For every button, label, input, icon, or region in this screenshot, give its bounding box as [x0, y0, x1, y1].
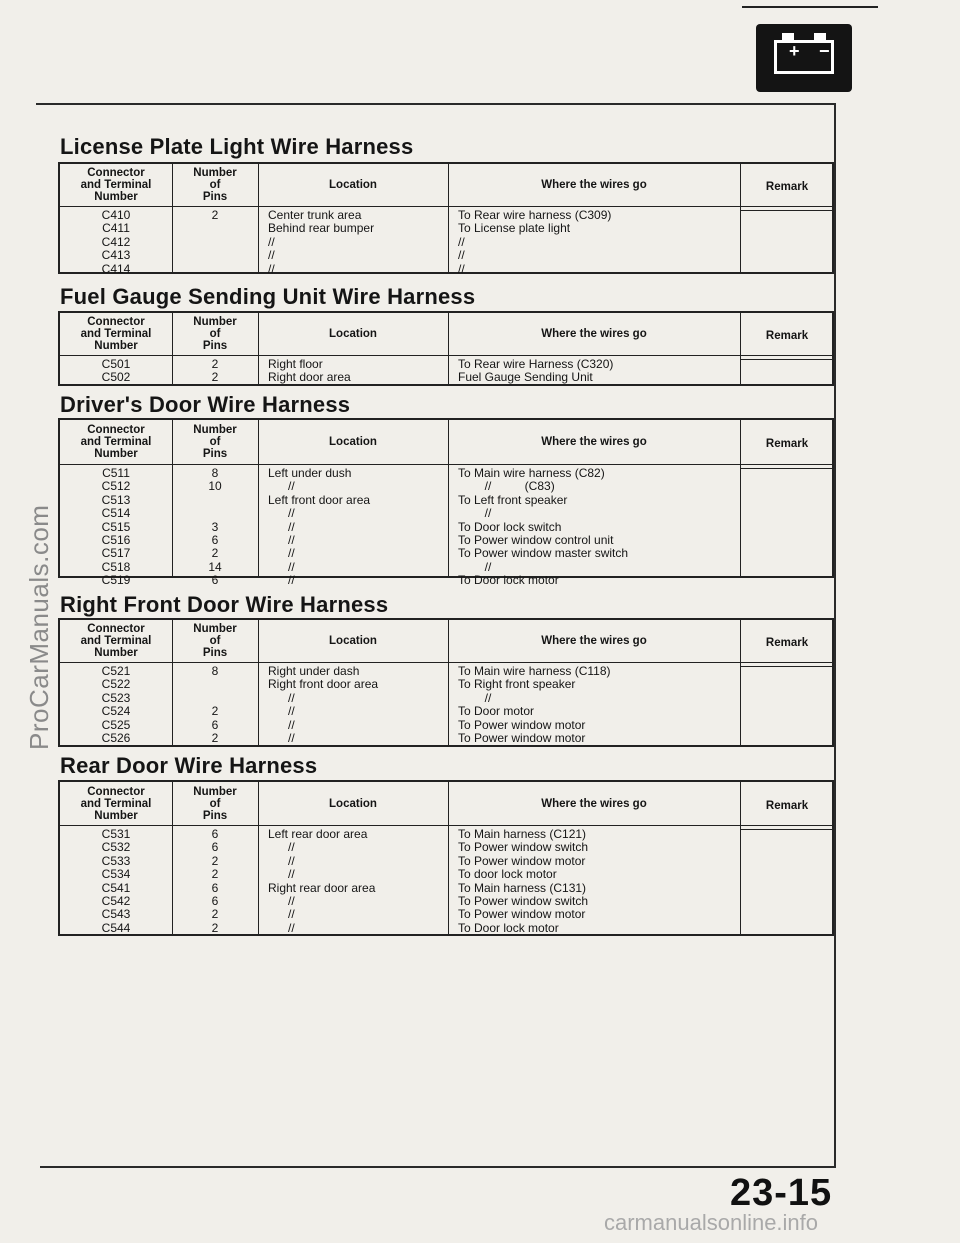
location-cell: // — [268, 234, 275, 249]
where-cell: To Door lock motor — [458, 920, 559, 935]
where-cell: To Power window switch — [458, 840, 589, 855]
header-where: Where the wires go — [541, 635, 647, 647]
where-cell: To Main wire harness (C118) — [458, 664, 611, 678]
connector-cell: C411 — [102, 221, 130, 236]
connector-cell: C521 — [101, 664, 131, 678]
harness-table — [58, 618, 834, 747]
connector-cell: C533 — [101, 853, 131, 868]
header-pins: Number of Pins — [193, 424, 237, 460]
header-remark: Remark — [765, 438, 809, 450]
connector-cell: C543 — [101, 907, 131, 922]
connector-cell: C534 — [101, 867, 131, 882]
location-cell: // — [268, 704, 295, 719]
header-remark: Remark — [765, 799, 809, 812]
location-cell: Right rear door area — [268, 880, 376, 895]
connector-cell: C526 — [101, 731, 131, 745]
location-cell: Right floor — [268, 357, 323, 371]
page-number: 23-15 — [730, 1172, 833, 1214]
where-cell: To Left front speaker — [458, 492, 568, 507]
pins-cell: 6 — [211, 827, 219, 841]
connector-cell: C532 — [101, 840, 131, 855]
where-cell: To Rear wire harness (C309) — [458, 208, 612, 222]
header-remark: Remark — [765, 330, 809, 342]
location-cell: Right door area — [268, 370, 351, 385]
connector-cell: C516 — [101, 533, 131, 547]
where-cell: To Main harness (C131) — [458, 880, 587, 895]
header-connector: Connector and Terminal Number — [80, 785, 152, 822]
header-where: Where the wires go — [541, 179, 647, 191]
table-header — [60, 313, 832, 356]
pins-cell: 6 — [211, 533, 219, 547]
where-cell: To Power window motor — [458, 717, 586, 732]
table-header — [60, 620, 832, 663]
remark-cell — [740, 666, 832, 745]
connector-cell: C542 — [101, 894, 131, 908]
connector-cell: C515 — [101, 519, 131, 534]
pins-cell: 2 — [211, 920, 219, 935]
harness-table — [58, 780, 834, 936]
connector-cell: C501 — [101, 357, 131, 371]
location-cell: // — [268, 519, 295, 534]
pins-cell: 2 — [211, 731, 219, 745]
where-cell: To Main harness (C121) — [458, 827, 587, 841]
header-remark: Remark — [765, 637, 809, 649]
connector-cell: C525 — [101, 717, 131, 732]
where-cell: // — [458, 559, 492, 574]
section-title: Right Front Door Wire Harness — [60, 592, 389, 617]
table-header — [60, 420, 832, 465]
where-cell: Fuel Gauge Sending Unit — [458, 370, 593, 385]
connector-cell: C517 — [101, 546, 131, 561]
where-cell: To Power window switch — [458, 894, 589, 908]
location-cell: Left rear door area — [268, 827, 368, 841]
location-cell: // — [268, 690, 295, 705]
section-title: Driver's Door Wire Harness — [60, 392, 351, 417]
pins-cell: 14 — [208, 559, 222, 574]
where-cell: To Rear wire Harness (C320) — [458, 357, 614, 371]
header-connector: Connector and Terminal Number — [80, 316, 152, 352]
where-cell: To Door motor — [458, 704, 535, 719]
header-location: Location — [329, 328, 377, 340]
where-cell: // — [458, 234, 465, 249]
section-title: Rear Door Wire Harness — [60, 753, 318, 778]
harness-table — [58, 162, 834, 274]
location-cell: // — [268, 506, 295, 521]
pins-cell: 2 — [211, 704, 219, 719]
location-cell: Behind rear bumper — [268, 221, 375, 236]
where-cell: // (C83) — [458, 479, 555, 494]
pins-cell: 3 — [211, 519, 219, 534]
location-cell: // — [268, 248, 275, 263]
location-cell: Left front door area — [268, 492, 371, 507]
bottom-watermark: carmanualsonline.info — [604, 1210, 819, 1235]
connector-cell: C512 — [101, 479, 131, 494]
section-title: Fuel Gauge Sending Unit Wire Harness — [60, 284, 476, 309]
remark-cell — [740, 210, 832, 272]
frame-bottom-rule — [40, 1166, 836, 1168]
header-where: Where the wires go — [541, 436, 647, 448]
location-cell: Right front door area — [268, 677, 379, 692]
remark-cell — [740, 829, 832, 934]
harness-table — [58, 311, 834, 386]
where-cell: To Power window motor — [458, 731, 586, 745]
location-cell: // — [268, 573, 295, 588]
where-cell: // — [458, 261, 465, 276]
pins-cell: 2 — [211, 867, 219, 882]
location-cell: // — [268, 853, 295, 868]
connector-cell: C414 — [101, 261, 131, 276]
pins-cell: 2 — [211, 357, 219, 371]
location-cell: // — [268, 840, 295, 855]
header-location: Location — [329, 635, 377, 647]
header-location: Location — [329, 179, 377, 191]
pins-cell: 2 — [211, 546, 219, 561]
header-where: Where the wires go — [541, 797, 647, 810]
location-cell: // — [268, 894, 295, 908]
pins-cell: 6 — [211, 840, 219, 855]
connector-cell: C544 — [101, 920, 131, 935]
connector-cell: C412 — [101, 234, 131, 249]
connector-cell: C502 — [101, 370, 131, 385]
where-cell: To Main wire harness (C82) — [458, 466, 605, 480]
location-cell: // — [268, 479, 295, 494]
connector-cell: C524 — [101, 704, 131, 719]
header-location: Location — [329, 797, 377, 810]
remark-cell — [740, 359, 832, 384]
where-cell: // — [458, 506, 492, 521]
where-cell: To door lock motor — [458, 867, 557, 882]
pins-cell: 8 — [211, 466, 219, 480]
pins-cell: 6 — [211, 894, 219, 908]
connector-cell: C531 — [101, 827, 131, 841]
where-cell: To Power window motor — [458, 907, 586, 922]
connector-cell: C413 — [101, 248, 131, 263]
connector-cell: C522 — [101, 677, 131, 692]
header-pins: Number of Pins — [193, 623, 237, 659]
frame-right-rule — [834, 103, 836, 1168]
header-location: Location — [329, 436, 377, 448]
location-cell: // — [268, 907, 295, 922]
pins-cell: 6 — [211, 573, 219, 588]
table-header — [60, 782, 832, 826]
header-connector: Connector and Terminal Number — [80, 424, 152, 460]
header-where: Where the wires go — [541, 328, 647, 340]
harness-table — [58, 418, 834, 588]
location-cell: // — [268, 533, 295, 547]
pins-cell: 2 — [211, 370, 219, 385]
frame-top-rule — [36, 103, 836, 105]
connector-cell: C541 — [101, 880, 131, 895]
connector-cell: C523 — [101, 690, 131, 705]
top-rule — [742, 6, 878, 8]
where-cell: To Power window control unit — [458, 533, 614, 547]
pins-cell: 2 — [211, 853, 219, 868]
location-cell: // — [268, 559, 295, 574]
where-cell: To License plate light — [458, 221, 571, 236]
connector-cell: C511 — [102, 466, 130, 480]
where-cell: To Power window motor — [458, 853, 586, 868]
location-cell: Right under dash — [268, 664, 360, 678]
connector-cell: C519 — [101, 573, 131, 588]
location-cell: // — [268, 731, 295, 745]
header-pins: Number of Pins — [193, 785, 237, 822]
location-cell: // — [268, 546, 295, 561]
header-remark: Remark — [765, 181, 809, 193]
connector-cell: C514 — [101, 506, 131, 521]
battery-icon: + − — [756, 24, 852, 92]
pins-cell: 2 — [211, 208, 219, 222]
pins-cell: 6 — [211, 717, 219, 732]
location-cell: // — [268, 867, 295, 882]
pins-cell: 6 — [211, 880, 219, 895]
where-cell: To Power window master switch — [458, 546, 629, 561]
header-connector: Connector and Terminal Number — [80, 623, 152, 659]
where-cell: To Door lock motor — [458, 573, 559, 588]
pins-cell: 10 — [208, 479, 222, 494]
table-header — [60, 164, 832, 207]
header-pins: Number of Pins — [193, 316, 237, 352]
pins-cell: 8 — [211, 664, 219, 678]
side-watermark: ProCarManuals.com — [24, 504, 54, 750]
location-cell: // — [268, 261, 275, 276]
connector-cell: C410 — [101, 208, 131, 222]
location-cell: // — [268, 717, 295, 732]
connector-cell: C513 — [101, 492, 131, 507]
pins-cell: 2 — [211, 907, 219, 922]
location-cell: // — [268, 920, 295, 935]
header-connector: Connector and Terminal Number — [80, 167, 152, 203]
where-cell: // — [458, 690, 492, 705]
location-cell: Center trunk area — [268, 208, 362, 222]
section-title: License Plate Light Wire Harness — [60, 134, 414, 159]
remark-cell — [740, 468, 832, 576]
connector-cell: C518 — [101, 559, 131, 574]
where-cell: To Right front speaker — [458, 677, 576, 692]
header-pins: Number of Pins — [193, 167, 237, 203]
where-cell: // — [458, 248, 465, 263]
location-cell: Left under dush — [268, 466, 352, 480]
where-cell: To Door lock switch — [458, 519, 562, 534]
